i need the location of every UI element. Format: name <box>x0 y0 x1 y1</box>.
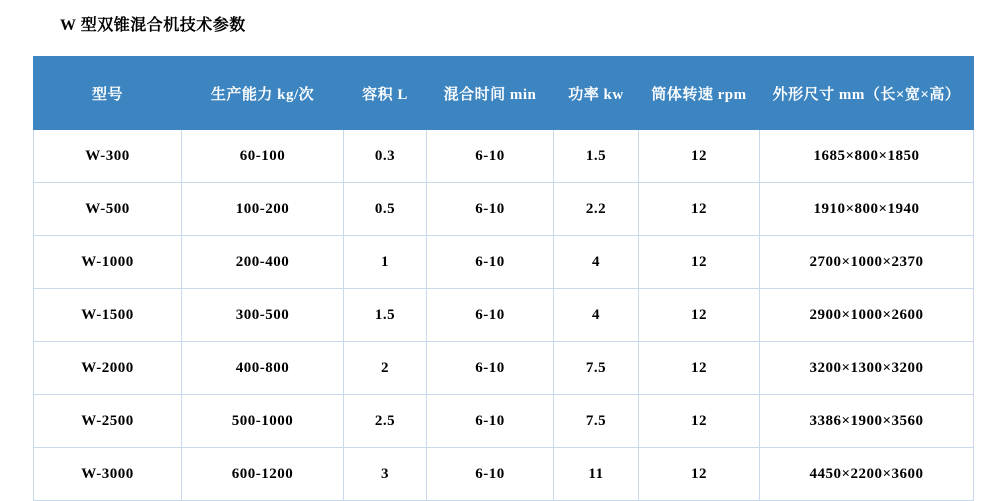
cell-dimensions: 3200×1300×3200 <box>760 342 974 395</box>
cell-capacity: 300-500 <box>182 289 344 342</box>
cell-model: W-1000 <box>34 236 182 289</box>
cell-volume: 1.5 <box>344 289 427 342</box>
table-row <box>34 183 974 236</box>
cell-power: 4 <box>554 236 639 289</box>
table-row <box>34 342 974 395</box>
cell-mixing-time: 6-10 <box>427 236 554 289</box>
table-row <box>34 236 974 289</box>
cell-model: W-300 <box>34 130 182 183</box>
cell-rotation-speed: 12 <box>639 183 760 236</box>
cell-capacity: 600-1200 <box>182 448 344 501</box>
cell-model: W-1500 <box>34 289 182 342</box>
cell-model: W-500 <box>34 183 182 236</box>
cell-volume: 0.3 <box>344 130 427 183</box>
column-header-dimensions: 外形尺寸 mm（长×宽×高） <box>760 57 974 130</box>
cell-rotation-speed: 12 <box>639 130 760 183</box>
cell-volume: 0.5 <box>344 183 427 236</box>
cell-power: 11 <box>554 448 639 501</box>
page-title: W 型双锥混合机技术参数 <box>60 17 246 34</box>
cell-capacity: 500-1000 <box>182 395 344 448</box>
cell-rotation-speed: 12 <box>639 342 760 395</box>
cell-mixing-time: 6-10 <box>427 448 554 501</box>
cell-power: 1.5 <box>554 130 639 183</box>
cell-dimensions: 3386×1900×3560 <box>760 395 974 448</box>
column-header-capacity: 生产能力 kg/次 <box>182 57 344 130</box>
cell-power: 7.5 <box>554 342 639 395</box>
table-row <box>34 395 974 448</box>
cell-model: W-3000 <box>34 448 182 501</box>
table-row <box>34 289 974 342</box>
table-row <box>34 130 974 183</box>
column-header-volume: 容积 L <box>344 57 427 130</box>
cell-volume: 2.5 <box>344 395 427 448</box>
cell-volume: 1 <box>344 236 427 289</box>
cell-dimensions: 4450×2200×3600 <box>760 448 974 501</box>
cell-mixing-time: 6-10 <box>427 183 554 236</box>
cell-volume: 3 <box>344 448 427 501</box>
cell-mixing-time: 6-10 <box>427 342 554 395</box>
cell-dimensions: 2700×1000×2370 <box>760 236 974 289</box>
cell-dimensions: 2900×1000×2600 <box>760 289 974 342</box>
cell-capacity: 200-400 <box>182 236 344 289</box>
cell-power: 2.2 <box>554 183 639 236</box>
cell-dimensions: 1910×800×1940 <box>760 183 974 236</box>
cell-mixing-time: 6-10 <box>427 289 554 342</box>
cell-capacity: 60-100 <box>182 130 344 183</box>
cell-mixing-time: 6-10 <box>427 395 554 448</box>
cell-rotation-speed: 12 <box>639 395 760 448</box>
cell-model: W-2000 <box>34 342 182 395</box>
cell-power: 4 <box>554 289 639 342</box>
cell-rotation-speed: 12 <box>639 448 760 501</box>
column-header-mixing-time: 混合时间 min <box>427 57 554 130</box>
table-header <box>34 57 974 130</box>
spec-table-container <box>33 56 973 501</box>
cell-volume: 2 <box>344 342 427 395</box>
column-header-power: 功率 kw <box>554 57 639 130</box>
cell-capacity: 100-200 <box>182 183 344 236</box>
table-row <box>34 448 974 501</box>
cell-mixing-time: 6-10 <box>427 130 554 183</box>
cell-rotation-speed: 12 <box>639 289 760 342</box>
cell-model: W-2500 <box>34 395 182 448</box>
table-header-row <box>34 57 974 130</box>
cell-capacity: 400-800 <box>182 342 344 395</box>
column-header-rotation-speed: 筒体转速 rpm <box>639 57 760 130</box>
cell-power: 7.5 <box>554 395 639 448</box>
spec-table <box>33 56 974 501</box>
cell-dimensions: 1685×800×1850 <box>760 130 974 183</box>
column-header-model: 型号 <box>34 57 182 130</box>
table-body <box>34 130 974 501</box>
cell-rotation-speed: 12 <box>639 236 760 289</box>
